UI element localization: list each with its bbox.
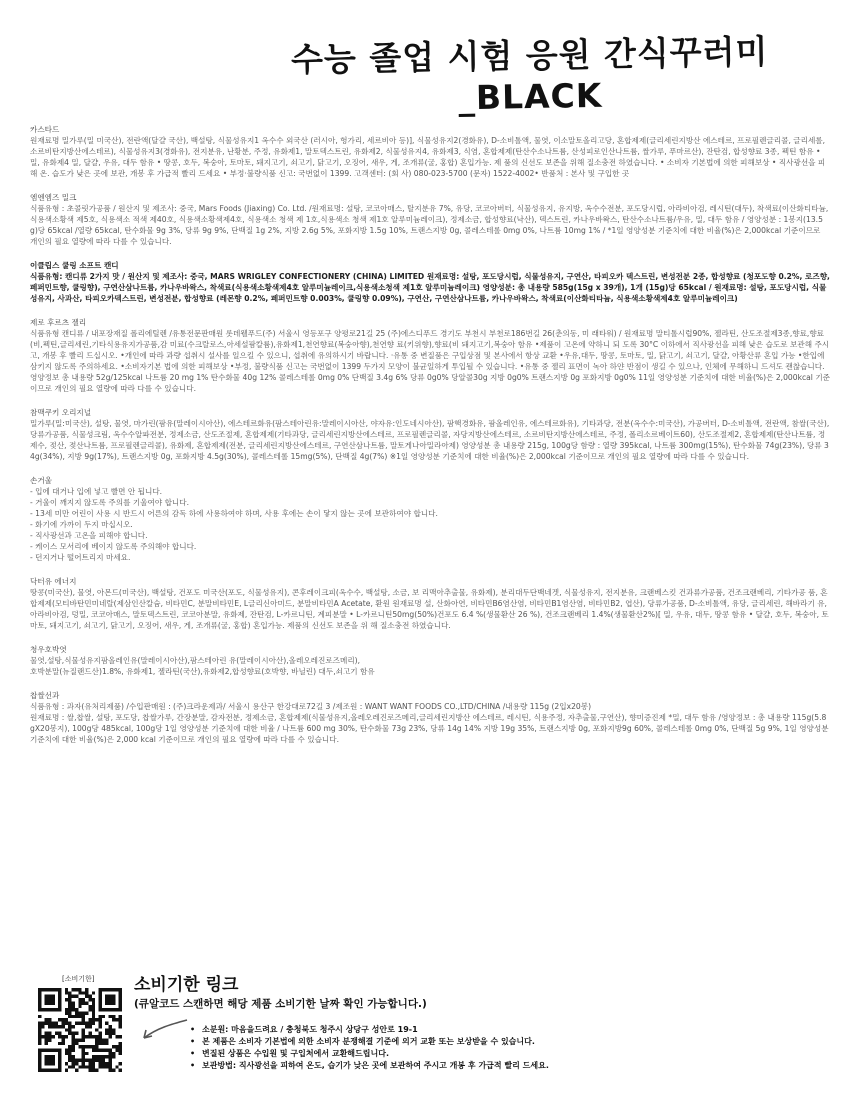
qr-caption: [소비기한]	[62, 975, 95, 983]
bullet-item: • 본 제품은 소비자 기본법에 의한 소비자 분쟁해결 기준에 의거 교환 또는 보상받을 수 있습니다.	[190, 1036, 549, 1048]
section-rice-cracker	[30, 690, 830, 745]
bullet-item: • 보관방법: 직사광선을 피하여 온도, 습기가 낮은 곳에 보관하여 주시고 개봉 후 가급적 빨리 드세요.	[190, 1060, 549, 1072]
footer-subheading: (큐알코드 스캔하면 해당 제품 소비기한 날짜 확인 가능합니다.)	[134, 998, 427, 1010]
section-body: 식품유형: 캔디류 2가지 맛 / 원산지 및 제조사: 중국, MARS WRIGLEY CONFECTIONERY (CHINA) LIMITED 원재료명: 설탕, 포도당시럽, 식물성유지, 구연산, 타피오카 덱스트린, 변성전분 2종, 합성향료 (청포도향 0.2%, 로즈향, 페퍼민트향, 쿨링향), 구연산삼나트륨, 카나우바왁스, 착색료(식용색소황색제4호 알루미늄레이크,식용색소청색 제1호 알루미늄레이크) 영양성분: 총 내용량 585g(15g x 39개), 1개 (15g)당 65kcal / 원재료명: 설탕, 포도당시럽, 식물성유지, 사과산, 타피오카덱스트린, 변성전분, 합성향료 (레몬향 0.2%, 페퍼민트향 0.003%, 쿨링향 0.09%), 구연산, 구연산삼나트륨, 카나우바왁스, 착색료(이산화티타늄, 식용색소황색제4호 알루미늄레이크)	[30, 272, 830, 303]
section-hand-mirror	[30, 475, 830, 563]
section-body: 밀가루(밀:미국산), 설탕, 물엿, 마가린(팜유(말레이시아산), 에스테르화유(팜스테아린유:말레이시아산, 야자유:인도네시아산), 팜핵경화유, 팜올레인유, 에스테르화유), 기타과당, 전분(옥수수:미국산), 가공버터, D-소비톨액, 전란액, 참쌀(국산), 당류가공품, 식물성크림, 옥수수알파전분, 정제소금, 산도조절제, 혼합제제(기타과당, 글리세린지방산에스테르, 프로필렌글리콜, 자당지방산에스테르, 소르비탄지방산에스테르, 주정, 폴리소르베이트60), 산도조절제2, 혼합제제(탄산나트륨, 정제수, 젖산, 젖산나트륨, 프로필렌글리콜), 유화제, 혼합제제(전분, 글리세린지방산에스테르, 구연산삼나트륨, 말토게나아밀라아제) 영양성분 총 내용량 215g, 100g당 함량 : 열량 395kcal, 나트륨 300mg(15%), 탄수화물 74g(23%), 당류 34g(34%), 지방 9g(17%), 트랜스지방 0g, 포화지방 4.5g(30%), 콜레스테롤 15mg(5%), 단백질 4g(7%) ※1일 영양성분 기준치에 대한 비율(%)은 2,000kcal 기준이므로 개인의 필요 열량에 따라 다를 수 있습니다.	[30, 419, 830, 461]
section-zero-jelly	[30, 317, 830, 394]
product-sections	[30, 124, 830, 758]
expiry-footer	[30, 968, 830, 1088]
section-title: 제로 후르츠 젤리	[30, 318, 87, 327]
footer-heading: 소비기한 링크	[134, 975, 239, 995]
curved-arrow-icon	[132, 1014, 192, 1044]
footer-bullets	[190, 1024, 549, 1072]
section-body: 식품유형 : 초콜릿가공품 / 원산지 및 제조사: 중국, Mars Foods (Jiaxing) Co. Ltd. /원재료명: 설탕, 코코아매스, 탈지분유 7%, 유당, 코코아버터, 식물성유지, 유지방, 옥수수전분, 포도당시럽, 아라비아검, 레시틴(대두), 착색료(이산화티타늄, 식용색소황색 제5호, 식용색소 적색 제40호, 식용색소황색제4호, 식용색소 청색 제 1호,식용색소 청색 제1호 알루미늄레이크), 정제소금, 합성향료(낙산), 덱스트린, 카나우바왁스, 탄산수소나트륨/우유, 밀, 대두 함유 / 영양성분 : 1봉지(13.5g)당 65kcal /열량 65kcal, 탄수화물 9g 3%, 당류 9g 9%, 단백질 1g 2%, 지방 2.6g 5%, 포화지방 1.5g 10%, 트랜스지방 0g, 콜레스테롤 0mg 0%, 나트륨 10mg 1% / *1일 영양성분 기준치에 대한 비율(%)은 2,000kcal 기준이므로 개인의 필요 열량에 따라 다를 수 있습니다.	[30, 204, 829, 246]
section-title: 닥터유 에너지	[30, 577, 77, 586]
section-title: 청우호박엿	[30, 645, 67, 654]
page-title: 수능 졸업 시험 응원 간식꾸러미_BLACK	[290, 31, 769, 118]
section-body: 식품유형 캔디류 / 내포장재질 폴리에틸렌 /유통전문판매원 롯데웰푸드(주) 서울시 영등포구 양평로21길 25 (주)에스디푸드 경기도 부천시 부천로186번길 26(춘의동, 미 래타워) / 원재료명 말티톨시럽90%, 젤라틴, 산도조절제3종,향료,향료(비,펙틴,글리세린,기타식용유지가공품,감 미료(수크랄로스,아세설팜칼륨),유화제1,천연향료(복숭아향),천연향 료(키위향),향료(비 돼지고기,복숭아 함유 •제품이 고온에 약하니 되 도록 30°C 이하에서 직사광선을 피해 낮은 습도로 보관해 주시고, 개봉 후 빨리 드십시오. •개인에 따라 과량 섭취시 설사를 일으킬 수 있으니, 섭취에 유의하시기 바랍니다. ·유통 중 변질품은 구입상점 및 본사에서 항상 교환 •우유,대두, 땅콩, 토마토, 밀, 닭고기, 쇠고기, 달걀, 아황산류 혼입 가능 •한입에 삼키지 않도록 주의하세요. •소비자기본 법에 의한 피해보상 •부정, 불량식품 신고는 국번없이 1399 두가지 모양이 불균일하게 투입될 수 있습니다. •유통 중 젤리 표면이 녹아 하얀 반점이 생길 수 있으나, 인체에 무해하니 드셔도 괜찮습니다. 영양정보 총 내용량 52g/125kcal 나트륨 20 mg 1% 탄수화물 40g 12% 콜레스테롤 0mg 0% 단백질 3.4g 6% 당류 0g0% 당알콜30g 지방 0g0% 트랜스지방 0g 포화지방 0g0% 11일 영양성분 기준치에 대한 비율(%)은 2,000kcal 기준이므로 개인의 필요 열량에 따라 다를 수 있습니다.	[30, 329, 831, 393]
section-mnms	[30, 192, 830, 247]
qr-code[interactable]	[38, 988, 122, 1072]
section-body: 땅콩(미국산), 물엿, 아몬드(미국산), 백설탕, 건포도 미국산(포도, 식물성유지), 콘후레이크피(옥수수, 백설탕, 소금, 보 리맥아추출물, 유화제), 분리대두단백네겟, 식물성유지, 전지분유, 크랜베스킷 건과류가공품, 건조크랜베리, 기타가공 품, 혼합제제(모티바탄민미네랄(제삼인산칼슘, 비타민C, 분말비타민E, L글리신아미드, 분말비타민A Acetate, 환원 원재료명 설, 산화아연, 비타민B6염산염, 비타민B1염산염, 비타민B2, 엽산), 당류가공품, D-소비톨액, 유당, 글리세린, 해바라기 유, 아라비아검, 덩밀, 코코아매스, 말토덱스트린, 코코아분말, 유화제, 잔탄검, L-카르니틴, 계피분말 • L-카르니틴50mg(50%)건포도 6.4 %(생물환산 26 %), 건조크랜베리 1.4%(생물환산2%)[ 밀, 우유, 대두, 땅콩 함유 • 달걀, 호두, 복숭아, 토마토, 돼지고기, 쇠고기, 닭고기, 오징어, 새우, 게, 조개류(굴, 홍합) 혼입가능. 제품의 신선도 보존을 위 해 질소충전 하였습니다.	[30, 588, 829, 630]
section-title: 카스타드	[30, 125, 60, 134]
section-body: 물엿,설탕,식물성유지팜올레인유(말레이시아산),팜스테아린 유(말레이시아산),올레오레진로즈메리), 호박분말(뉴질랜드산)1.8%, 유화제1, 젤라틴(국산),유화제2,합성향료(호박향, 바닐린) 대두,쇠고기 함유	[30, 656, 375, 676]
section-title: 참맥쿠키 오리지널	[30, 408, 92, 417]
section-title: 이클립스 쿨링 소프트 캔디	[30, 261, 119, 270]
section-pumpkin-yeot	[30, 644, 830, 677]
section-title: 찹쌀선과	[30, 691, 60, 700]
section-body: 식품유형 : 과자(유처리제품) /수입판매원 : (주)크라운제과/ 서울시 용산구 한강대로72길 3 /제조원 : WANT WANT FOODS CO.,LTD/CHINA /내용량 115g (2입x20봉) 원재료명 : 쌀,찹쌀, 설탕, 포도당, 찹쌀가루, 간장분말, 감자전분, 정제소금, 혼합제제(식물성유지,올레오레진로즈메리,글리세린지방산 에스테르, 레시틴, 식용주정, 자추출물,구연산), 향미증진제 *밀, 대두 함유 /영양정보 : 총 내용량 115g(5.8gX20봉지), 100g당 485kcal, 100g당 1일 영양성분 기준치에 대한 비율 / 나트륨 600 mg 30%, 탄수화물 73g 23%, 당류 14g 14% 지방 19g 35%, 트랜스지방 0g, 포화지방9g 60%, 콜레스테롤 0mg 0%, 단백질 5g 9%, 1일 영양성분 기준치에 대한 비율(%)은 2,000 kcal 기준이므로 개인의 필요 열량에 따라 다를 수 있습니다.	[30, 702, 829, 744]
section-castard	[30, 124, 830, 179]
bullet-item: • 변질된 상품은 수입원 및 구입처에서 교환해드립니다.	[190, 1048, 549, 1060]
section-eclipse	[30, 260, 830, 304]
section-body: 원재료명 밀가루(밀 미국산), 전란액(달걀 국산), 백설탕, 식물성유지1 옥수수 외국산 (러시아, 헝가리, 세르비아 등)], 식물성유지2(경화유), D-소비톨액, 물엿, 이소말토올리고당, 혼합제제(글리세린지방산 에스테르, 프로필렌글리콜, 글리세롤, 소르비탄지방산에스테르), 식물성유지3(경화유), 전지분유, 난황분, 주정, 유화제1, 말토덱스트린, 유화제2, 식물성유지4, 유화제3, 식염, 혼합제제(탄산수소나트륨, 산성피로인산나트륨, 쌀가루, 푸마르산), 잔탄검, 합성향료 3종, 펙틴 함유 • 밀, 유화제4 밀, 달걀, 우유, 대두 함유 • 땅콩, 호두, 복숭아, 토마토, 돼지고기, 쇠고기, 닭고기, 오징어, 새우, 게, 조개류(굴, 홍합) 혼입가능. 제 품의 신선도 보존을 위해 질소충전 하였습니다. • 소비자 기본법에 의한 피해보상 • 직사광선을 피해 온. 습도가 낮은 곳에 보관, 개봉 후 가급적 빨리 드세요 • 부정·불량식품 신고: 국번없이 1399. 고객센터: (회 사) 080-023-5700 (문자) 1522-4002• 반품처 : 본사 및 구입한 곳	[30, 136, 826, 178]
bullet-item: • 소분원: 마음을드려요 / 충청북도 청주시 상당구 성안로 19-1	[190, 1024, 549, 1036]
section-chammack-cookie	[30, 407, 830, 462]
section-title: 손거울	[30, 476, 53, 485]
section-title: 엠엔엠즈 밀크	[30, 193, 77, 202]
section-dr-you-energy	[30, 576, 830, 631]
section-body: - 입에 대거나 입에 넣고 빨면 안 됩니다. - 거울이 깨지지 않도록 주의를 기울여야 합니다. - 13세 미만 어린이 사용 시 반드시 어른의 감독 하에 사용하여야 하며, 사용 후에는 손이 닿지 않는 곳에 보관하여야 합니다. - 화기에 가까이 두지 마십시오. - 직사광선과 고온을 피해야 합니다. - 케이스 모서리에 베이지 않도록 주의해야 합니다. - 던지거나 떨어트리지 마세요.	[30, 487, 438, 562]
